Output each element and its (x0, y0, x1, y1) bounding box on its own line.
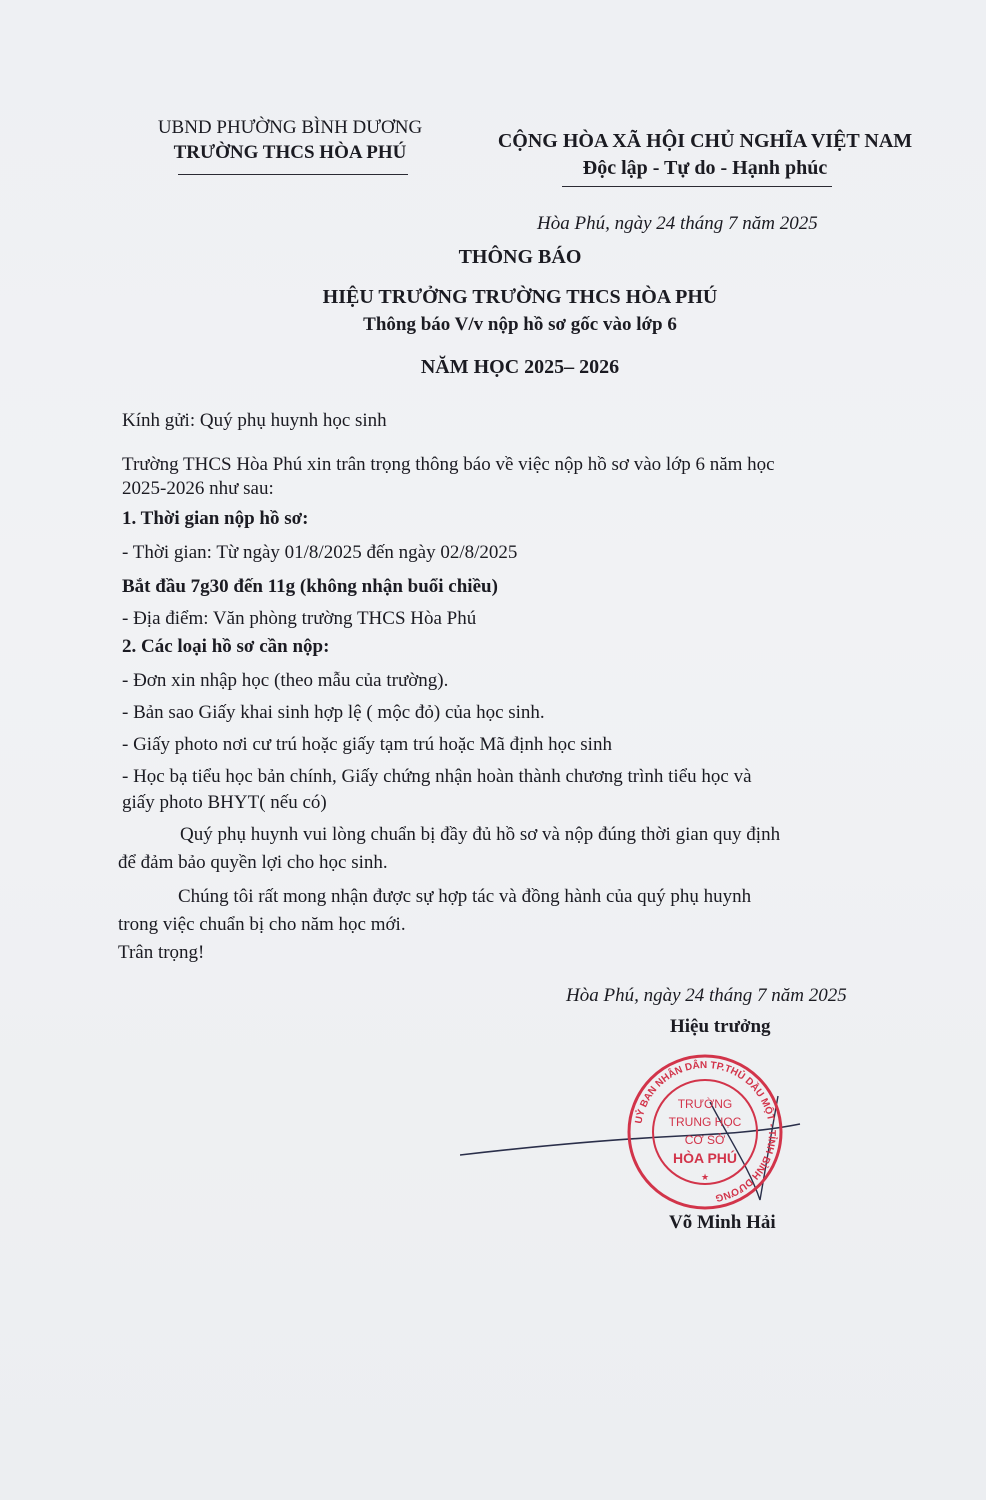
closing: Trân trọng! (118, 942, 205, 963)
intro-line1: Trường THCS Hòa Phú xin trân trọng thông báo về việc nộp hồ sơ vào lớp 6 năm học (122, 454, 775, 475)
stamp-line2: TRUNG HỌC (668, 1115, 742, 1129)
signature-date: Hòa Phú, ngày 24 tháng 7 năm 2025 (566, 985, 847, 1006)
item-birth-certificate: - Bản sao Giấy khai sinh hợp lệ ( mộc đỏ) của học sinh. (122, 702, 545, 723)
para2-line2: trong việc chuẩn bị cho năm học mới. (118, 914, 406, 935)
hours-line: Bắt đầu 7g30 đến 11g (không nhận buổi chiều) (122, 576, 498, 597)
date-top: Hòa Phú, ngày 24 tháng 7 năm 2025 (537, 213, 818, 234)
section1-heading: 1. Thời gian nộp hồ sơ: (122, 508, 309, 529)
header-right-nation: CỘNG HÒA XÃ HỘI CHỦ NGHĨA VIỆT NAM (497, 130, 913, 152)
official-stamp (625, 1052, 785, 1212)
time-line: - Thời gian: Từ ngày 01/8/2025 đến ngày 02/8/2025 (122, 542, 518, 563)
intro-line2: 2025-2026 như sau: (122, 478, 274, 499)
place-line: - Địa điểm: Văn phòng trường THCS Hòa Phú (122, 608, 477, 629)
stamp-line4: HÒA PHÚ (672, 1150, 738, 1166)
title-notice: THÔNG BÁO (458, 246, 582, 268)
stamp-outer-text: UỶ BAN NHÂN DÂN TP.THỦ DẦU MỘT - TỈNH BÌNH DƯƠNG (633, 1059, 778, 1204)
header-right-underline (562, 186, 832, 187)
section2-heading: 2. Các loại hồ sơ cần nộp: (122, 636, 330, 657)
signature-title: Hiệu trưởng (670, 1016, 771, 1037)
item-transcript-line2: giấy photo BHYT( nếu có) (122, 792, 327, 813)
stamp-line1: TRƯỜNG (677, 1097, 733, 1111)
header-left-underline (178, 174, 408, 175)
para1-line2: để đảm bảo quyền lợi cho học sinh. (118, 852, 388, 873)
title-subject: Thông báo V/v nộp hồ sơ gốc vào lớp 6 (363, 314, 677, 335)
para2-line1: Chúng tôi rất mong nhận được sự hợp tác và đồng hành của quý phụ huynh (178, 886, 752, 907)
title-school-year: NĂM HỌC 2025– 2026 (420, 356, 620, 378)
para1-line1: Quý phụ huynh vui lòng chuẩn bị đầy đủ hồ sơ và nộp đúng thời gian quy định (180, 824, 781, 845)
header-left-authority: UBND PHƯỜNG BÌNH DƯƠNG (157, 117, 423, 138)
signature-name: Võ Minh Hải (669, 1212, 776, 1233)
item-application-form: - Đơn xin nhập học (theo mẫu của trường). (122, 670, 449, 691)
stamp-line3: CƠ SỞ (684, 1133, 726, 1147)
star-icon: ★ (700, 1173, 710, 1183)
header-right-motto: Độc lập - Tự do - Hạnh phúc (582, 157, 828, 179)
title-principal: HIỆU TRƯỞNG TRƯỜNG THCS HÒA PHÚ (322, 286, 718, 308)
item-transcript-line1: - Học bạ tiểu học bản chính, Giấy chứng nhận hoàn thành chương trình tiểu học và (122, 766, 752, 787)
header-left-school: TRƯỜNG THCS HÒA PHÚ (173, 142, 407, 163)
item-residence: - Giấy photo nơi cư trú hoặc giấy tạm trú hoặc Mã định học sinh (122, 734, 612, 755)
greeting: Kính gửi: Quý phụ huynh học sinh (122, 410, 387, 431)
